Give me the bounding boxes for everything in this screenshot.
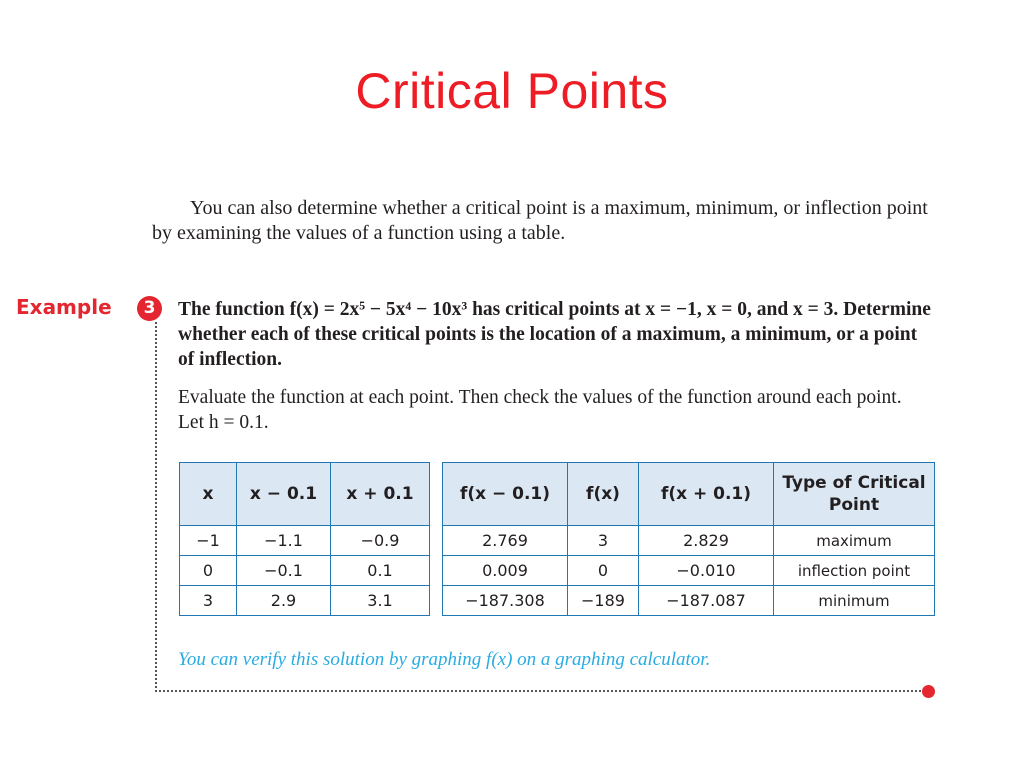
table-cell: 0.1: [331, 556, 430, 586]
example-number-badge: 3: [137, 296, 162, 321]
example-label: Example: [16, 295, 112, 319]
table-header: x: [180, 463, 237, 526]
table-cell: 0: [568, 556, 639, 586]
table-cell: 0.009: [443, 556, 568, 586]
table-cell: 2.9: [237, 586, 331, 616]
table-header-row: [443, 463, 935, 526]
table-cell: −187.308: [443, 586, 568, 616]
table-header: x − 0.1: [237, 463, 331, 526]
table-cell: 3: [568, 526, 639, 556]
example-end-dot-icon: [922, 685, 935, 698]
table-cell: 0: [180, 556, 237, 586]
table-cell: −1: [180, 526, 237, 556]
table-cell: maximum: [774, 526, 935, 556]
table-header-row: [180, 463, 430, 526]
table-cell: −0.9: [331, 526, 430, 556]
function-values-table: [442, 462, 935, 616]
table-cell: −0.1: [237, 556, 331, 586]
intro-paragraph: You can also determine whether a critical point is a maximum, minimum, or inflection point by examining the values of a function using a table.: [152, 197, 928, 244]
table-header: f(x + 0.1): [639, 463, 774, 526]
table-header: f(x): [568, 463, 639, 526]
table-row: [180, 586, 430, 616]
table-cell: minimum: [774, 586, 935, 616]
table-cell: −187.087: [639, 586, 774, 616]
table-row: [443, 586, 935, 616]
table-row: [443, 526, 935, 556]
input-values-table: [179, 462, 430, 616]
table-cell: 2.829: [639, 526, 774, 556]
table-row: [180, 556, 430, 586]
table-cell: −1.1: [237, 526, 331, 556]
page-title: Critical Points: [355, 63, 669, 119]
example-problem: The function f(x) = 2x⁵ − 5x⁴ − 10x³ has critical points at x = −1, x = 0, and x = 3. Determine whether each of these critical points is the location of a maximum, a minimum, or a point of inflection.: [178, 299, 931, 370]
table-cell: 2.769: [443, 526, 568, 556]
table-header: x + 0.1: [331, 463, 430, 526]
table-row: [443, 556, 935, 586]
table-cell: −0.010: [639, 556, 774, 586]
table-header: Type of Critical Point: [774, 463, 935, 526]
table-row: [180, 526, 430, 556]
table-header: f(x − 0.1): [443, 463, 568, 526]
example-border-horizontal: [155, 690, 925, 692]
table-cell: −189: [568, 586, 639, 616]
verify-note: You can verify this solution by graphing f(x) on a graphing calculator.: [178, 649, 711, 670]
table-cell: 3.1: [331, 586, 430, 616]
table-cell: inflection point: [774, 556, 935, 586]
example-border-vertical: [155, 322, 157, 692]
example-solution: Evaluate the function at each point. Then check the values of the function around each point. Let h = 0.1.: [178, 387, 902, 433]
table-cell: 3: [180, 586, 237, 616]
